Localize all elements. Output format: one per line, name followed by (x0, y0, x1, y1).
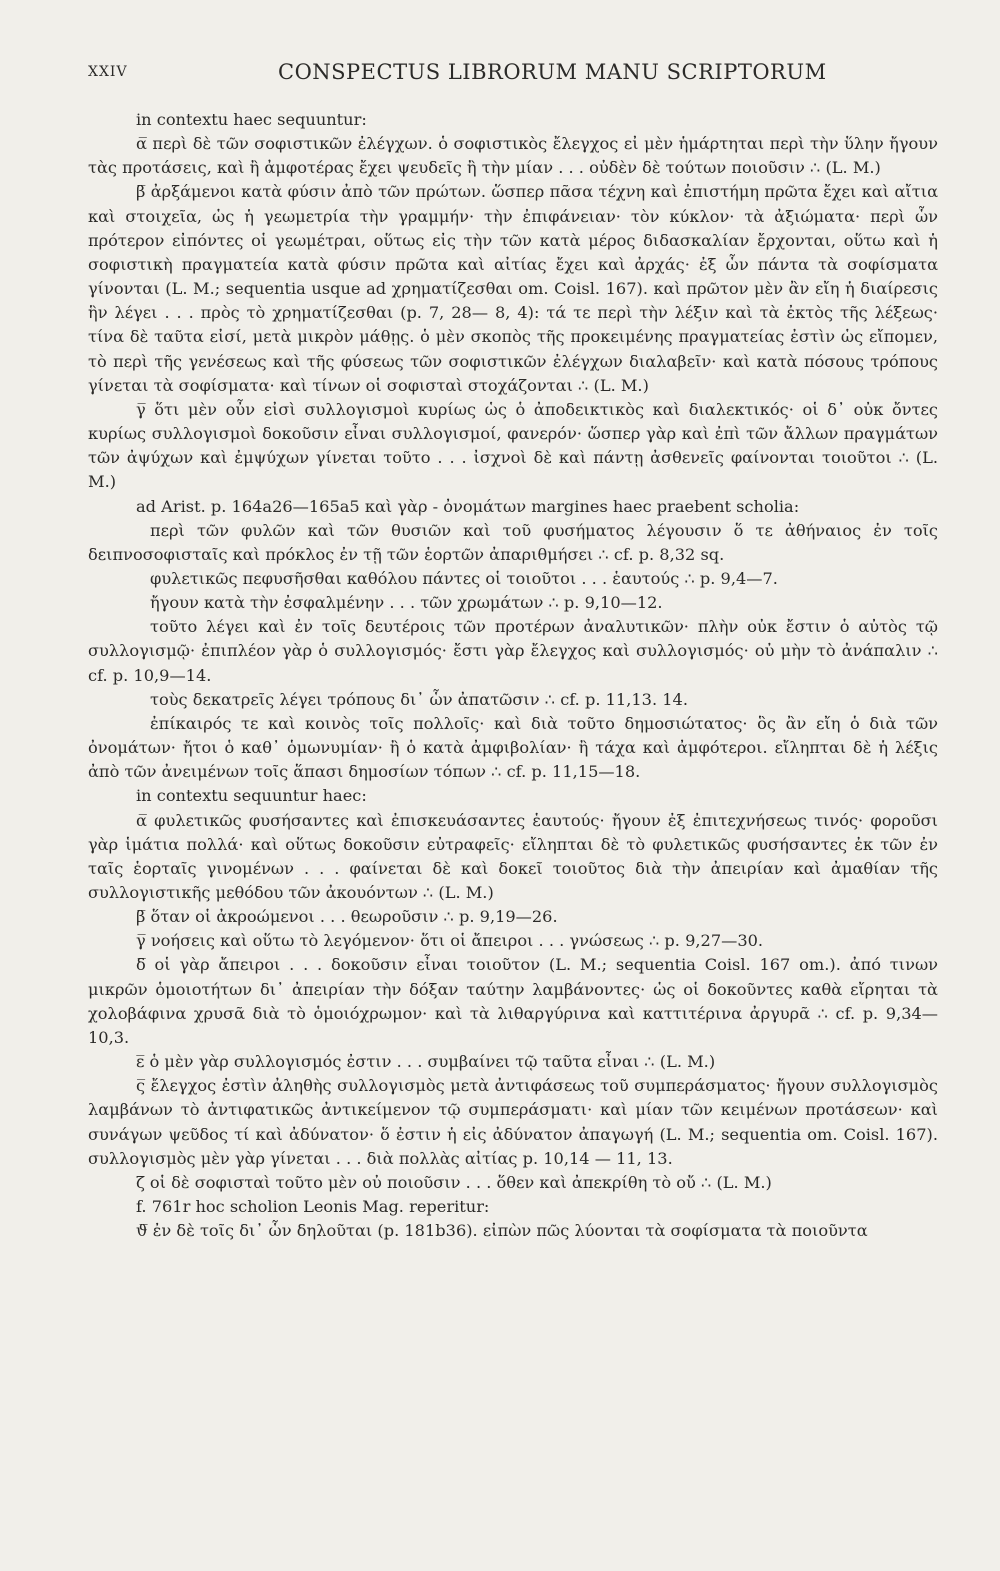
paragraph: β̅ ἀρξάμενοι κατὰ φύσιν ἀπὸ τῶν πρώτων. ὥσπερ πᾶσα τέχνη καὶ ἐπιστήμη πρῶτα ἔχει καὶ αἴτια καὶ στοιχεῖα, ὡς ἡ γεωμετρία τὴν γραμμήν· τὴν ἐπιφάνειαν· τὸν κύκλον· τὰ ἀξιώματα· περὶ ὧν πρότερον εἰπόντες οἱ γεωμέτραι, οὕτως εἰς τὴν τῶν κατὰ μέρος διδασκαλίαν ἔρχονται, οὕτω καὶ ἡ σοφιστικὴ πραγματεία κατὰ φύσιν πρῶτα καὶ αἰτίας ἔχει καὶ ἀρχάς· ἐξ ὧν πάντα τὰ σοφίσματα γίνονται (L. M.; sequentia usque ad χρηματίζεσθαι om. Coisl. 167). καὶ πρῶτον μὲν ἂν εἴη ἡ διαίρεσις ἣν λέγει . . . πρὸς τὸ χρηματίζεσθαι (p. 7, 28— 8, 4): τά τε περὶ τὴν λέξιν καὶ τὰ ἐκτὸς τῆς λέξεως· τίνα δὲ ταῦτα εἰσί, μετὰ μικρὸν μάθῃς. ὁ μὲν σκοπὸς τῆς προκειμένης πραγματείας ἐστὶν ὡς εἴπομεν, τὸ περὶ τῆς γενέσεως καὶ τῆς φύσεως τῶν σοφιστικῶν ἐλέγχων διαλαβεῖν· καὶ κατὰ πόσους τρόπους γίνεται τὰ σοφίσματα· καὶ τίνων οἱ σοφισταὶ στοχάζονται ∴ (L. M.) (88, 182, 938, 395)
body-text (88, 108, 938, 1243)
paragraph: ϑ̅ ἐν δὲ τοῖς δι᾽ ὧν δηλοῦται (p. 181b36). εἰπὼν πῶς λύονται τὰ σοφίσματα τὰ ποιοῦντα (136, 1221, 868, 1241)
paragraph: περὶ τῶν φυλῶν καὶ τῶν θυσιῶν καὶ τοῦ φυσήματος λέγουσιν ὅ τε ἀθήναιος ἐν τοῖς δειπνοσοφισταῖς καὶ πρόκλος ἐν τῇ τῶν ἑορτῶν ἀπαριθμήσει ∴ cf. p. 8,32 sq. (88, 520, 938, 564)
paragraph: δ̅ οἱ γὰρ ἄπειροι . . . δοκοῦσιν εἶναι τοιοῦτον (L. M.; sequentia Coisl. 167 om.). ἀπό τινων μικρῶν ὁμοιοτήτων δι᾽ ἀπειρίαν τὴν δόξαν ταύτην λαμβάνοντες· ὡς οἱ δοκοῦντες καθὰ εἴρηται τὰ χολοβάφινα χρυσᾶ διὰ τὸ ὁμοιόχρωμον· καὶ τὰ λιθαργύρινα καὶ καττιτέρινα ἀργυρᾶ ∴ cf. p. 9,34—10,3. (88, 955, 938, 1047)
paragraph: ς̅ ἔλεγχος ἐστὶν ἀληθὴς συλλογισμὸς μετὰ ἀντιφάσεως τοῦ συμπεράσματος· ἤγουν συλλογισμὸς λαμβάνων τὸ ἀντιφατικῶς ἀντικείμενον τῷ συμπεράσματι· καὶ μίαν τῶν κειμένων προτάσεων· καὶ συνάγων ψεῦδος τί καὶ ἀδύνατον· ὅ ἐστιν ἡ εἰς ἀδύνατον ἀπαγωγή (L. M.; sequentia om. Coisl. 167). συλλογισμὸς μὲν γὰρ γίνεται . . . διὰ πολλὰς αἰτίας p. 10,14 — 11, 13. (88, 1076, 938, 1168)
paragraph: α̅ φυλετικῶς φυσήσαντες καὶ ἐπισκευάσαντες ἑαυτούς· ἤγουν ἐξ ἐπιτεχνήσεως τινός· φοροῦσι γὰρ ἱμάτια πολλά· καὶ οὕτως δοκοῦσιν εὐτραφεῖς· εἴληπται δὲ τὸ φυλετικῶς φυσήσαντες ἐκ τῶν ἐν ταῖς ἑορταῖς γινομένων . . . φαίνεται δὲ καὶ δοκεῖ τοιοῦτος διὰ τὴν ἀπειρίαν καὶ ἀμαθίαν τῆς συλλογιστικῆς μεθόδου τῶν ἀκουόντων ∴ (L. M.) (88, 810, 938, 902)
paragraph: φυλετικῶς πεφυσῆσθαι καθόλου πάντες οἱ τοιοῦτοι . . . ἑαυτούς ∴ p. 9,4—7. (150, 568, 778, 588)
paragraph: γ̅ νοήσεις καὶ οὕτω τὸ λεγόμενον· ὅτι οἱ ἄπειροι . . . γνώσεως ∴ p. 9,27—30. (136, 931, 764, 951)
paragraph: ἐπίκαιρός τε καὶ κοινὸς τοῖς πολλοῖς· καὶ διὰ τοῦτο δημοσιώτατος· ὃς ἂν εἴη ὁ διὰ τῶν ὀνομάτων· ἤτοι ὁ καθ᾽ ὁμωνυμίαν· ἢ ὁ κατὰ ἀμφιβολίαν· ἢ τάχα καὶ ἀμφότεροι. εἴληπται δὲ ἡ λέξις ἀπὸ τῶν ἀνειμένων τοῖς ἅπασι δημοσίων τόπων ∴ cf. p. 11,15—18. (88, 713, 938, 782)
paragraph: τοῦτο λέγει καὶ ἐν τοῖς δευτέροις τῶν προτέρων ἀναλυτικῶν· πλὴν οὐκ ἔστιν ὁ αὐτὸς τῷ συλλογισμῷ· ἐπιπλέον γὰρ ὁ συλλογισμός· ἔστι γὰρ ἔλεγχος καὶ συλλογισμός· οὐ μὴν τὸ ἀνάπαλιν ∴ cf. p. 10,9—14. (88, 617, 938, 685)
running-head (88, 60, 830, 90)
paragraph: α̅ περὶ δὲ τῶν σοφιστικῶν ἐλέγχων. ὁ σοφιστικὸς ἔλεγχος εἰ μὲν ἡμάρτηται περὶ τὴν ὕλην ἤγουν τὰς προτάσεις, καὶ ἢ ἀμφοτέρας ἔχει ψευδεῖς ἢ τὴν μίαν . . . οὐδὲν δὲ τούτων ποιοῦσιν ∴ (L. M.) (88, 134, 938, 178)
paragraph: in contextu sequuntur haec: (136, 786, 367, 806)
paragraph: β̅ ὅταν οἱ ἀκροώμενοι . . . θεωροῦσιν ∴ p. 9,19—26. (136, 907, 558, 927)
paragraph: in contextu haec sequuntur: (136, 110, 367, 129)
running-title: CONSPECTUS LIBRORUM MANU SCRIPTORUM (278, 60, 827, 84)
paragraph: τοὺς δεκατρεῖς λέγει τρόπους δι᾽ ὧν ἀπατῶσιν ∴ cf. p. 11,13. 14. (150, 689, 689, 709)
paragraph: f. 761r hoc scholion Leonis Mag. reperitur: (136, 1197, 490, 1217)
paragraph: γ̅ ὅτι μὲν οὖν εἰσὶ συλλογισμοὶ κυρίως ὡς ὁ ἀποδεικτικὸς καὶ διαλεκτικός· οἱ δ᾽ οὐκ ὄντες κυρίως συλλογισμοὶ δοκοῦσιν εἶναι συλλογισμοί, φανερόν· ὥσπερ γὰρ καὶ ἐπὶ τῶν ἄλλων πραγμάτων τῶν ἀψύχων καὶ ἐμψύχων γίνεται τοῦτο . . . ἰσχνοὶ δὲ καὶ πάντῃ ἀσθενεῖς φαίνονται τοιοῦτοι ∴ (L. M.) (88, 399, 938, 492)
page-number: XXIV (88, 64, 128, 80)
paragraph: ε̅ ὁ μὲν γὰρ συλλογισμός ἐστιν . . . συμβαίνει τῷ ταῦτα εἶναι ∴ (L. M.) (136, 1052, 716, 1072)
paragraph: ἤγουν κατὰ τὴν ἐσφαλμένην . . . τῶν χρωμάτων ∴ p. 9,10—12. (150, 593, 663, 613)
paragraph: ad Arist. p. 164a26—165a5 καὶ γὰρ - ὀνομάτων margines haec praebent scholia: (136, 496, 800, 516)
paragraph: ζ̅ οἱ δὲ σοφισταὶ τοῦτο μὲν οὐ ποιοῦσιν . . . ὅθεν καὶ ἀπεκρίθη τὸ οὔ ∴ (L. M.) (136, 1172, 772, 1192)
